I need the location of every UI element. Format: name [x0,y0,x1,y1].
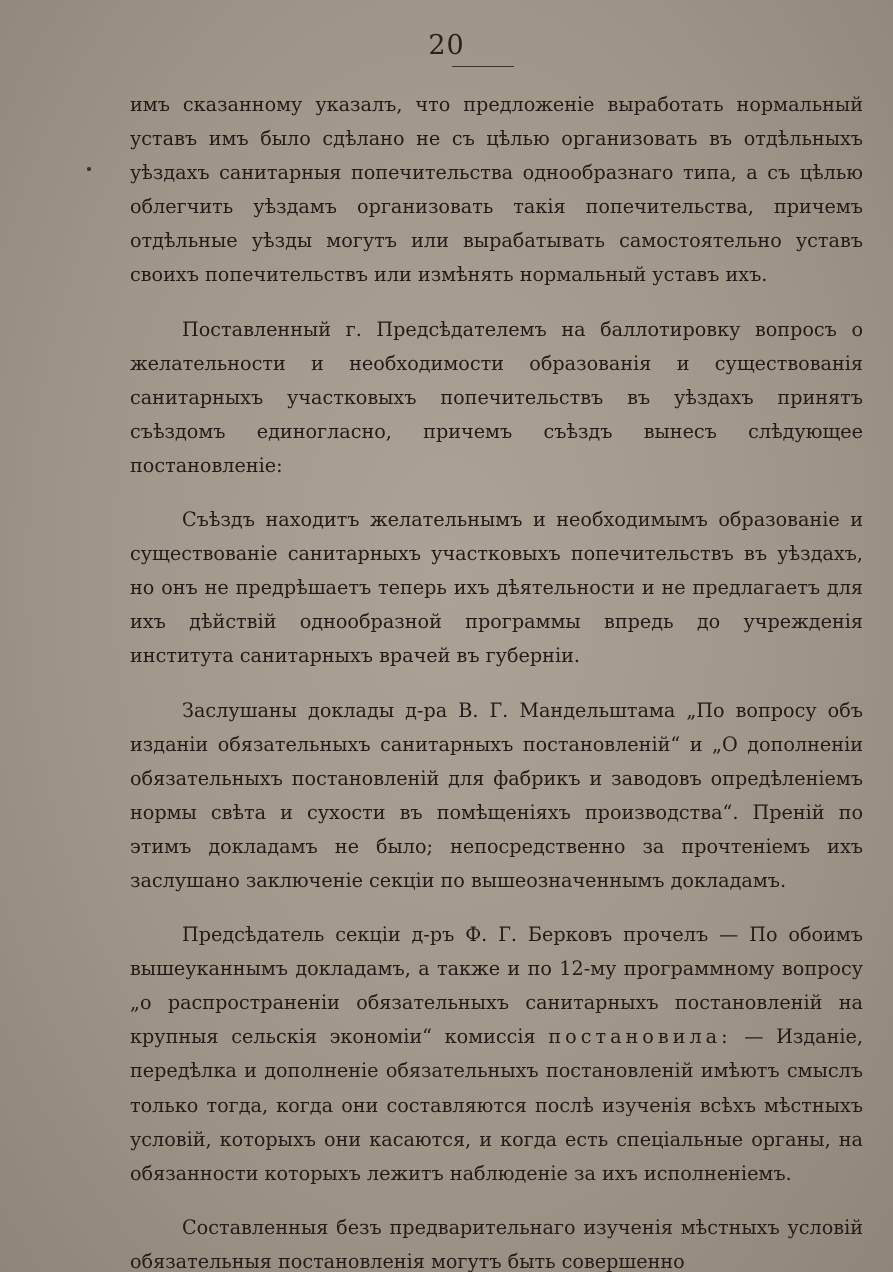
paragraph-4: Заслушаны доклады д-ра В. Г. Мандельштама „По вопросу объ изданіи обязательныхъ санитарныхъ постановленій“ и „О дополненіи обязательныхъ постановленій для фабрикъ и заводовъ опредѣленіемъ нормы свѣта и сухости въ помѣщеніяхъ производства“. Преній по этимъ докладамъ не было; непосредственно за прочтеніемъ ихъ заслушано заключеніе секціи по вышеозначеннымъ докладамъ. [130,698,863,892]
page-body [130,88,863,1272]
page-number-underline [452,66,514,67]
paragraph-gap [130,898,863,918]
paragraph-5-after: — Изданіе, передѣлка и дополненіе обязательныхъ постановленій имѣютъ смыслъ только тогда, когда они составляются послѣ изученія всѣхъ мѣстныхъ условій, которыхъ они касаются, и когда есть спеціальные органы, на обязанности которыхъ лежитъ наблюденіе за ихъ исполненіемъ. [130,1025,863,1185]
paragraph-2: Поставленный г. Предсѣдателемъ на баллотировку вопросъ о желательности и необходимости образованія и существованія санитарныхъ участковыхъ попечительствъ въ уѣздахъ принятъ съѣздомъ единогласно, причемъ съѣздъ вынесъ слѣдующее постановленіе: [130,317,863,477]
paragraph-6: Составленныя безъ предварительнаго изученія мѣстныхъ условій обязательныя постановленія могутъ быть совершенно [130,1215,863,1272]
paragraph-gap [130,674,863,694]
paragraph-5-before: Предсѣдатель секціи д-ръ Ф. Г. Берковъ прочелъ — По обоимъ вышеуканнымъ докладамъ, а также и по 12-му программному вопросу „о распространеніи обязательныхъ санитарныхъ постановленій на крупныя сельскія экономіи“ комиссія [130,923,863,1049]
paragraph-gap [130,293,863,313]
paragraph-3-resolution: Съѣздъ находитъ желательнымъ и необходимымъ образованіе и существованіе санитарныхъ участковыхъ попечительствъ въ уѣздахъ, но онъ не предрѣшаетъ теперь ихъ дѣятельности и не предлагаетъ для ихъ дѣйствій однообразной программы впредь до учрежденія института санитарныхъ врачей въ губерніи. [130,508,863,668]
page-number: 20 [428,30,465,61]
paragraph-5 [130,918,863,1191]
paragraph-gap [130,483,863,503]
paragraph-1: имъ сказанному указалъ, что предложеніе выработать нормальный уставъ имъ было сдѣлано не съ цѣлью организовать въ отдѣльныхъ уѣздахъ санитарныя попечительства однообразнаго типа, а съ цѣлью облегчить уѣздамъ организовать такія попечительства, причемъ отдѣльные уѣзды могутъ или вырабатывать самостоятельно уставъ своихъ попечительствъ или измѣнять нормальный уставъ ихъ. [130,93,863,287]
paragraph-gap [130,1191,863,1211]
ink-speck [87,167,91,171]
paragraph-5-spaced-word: постановила: [548,1025,732,1049]
